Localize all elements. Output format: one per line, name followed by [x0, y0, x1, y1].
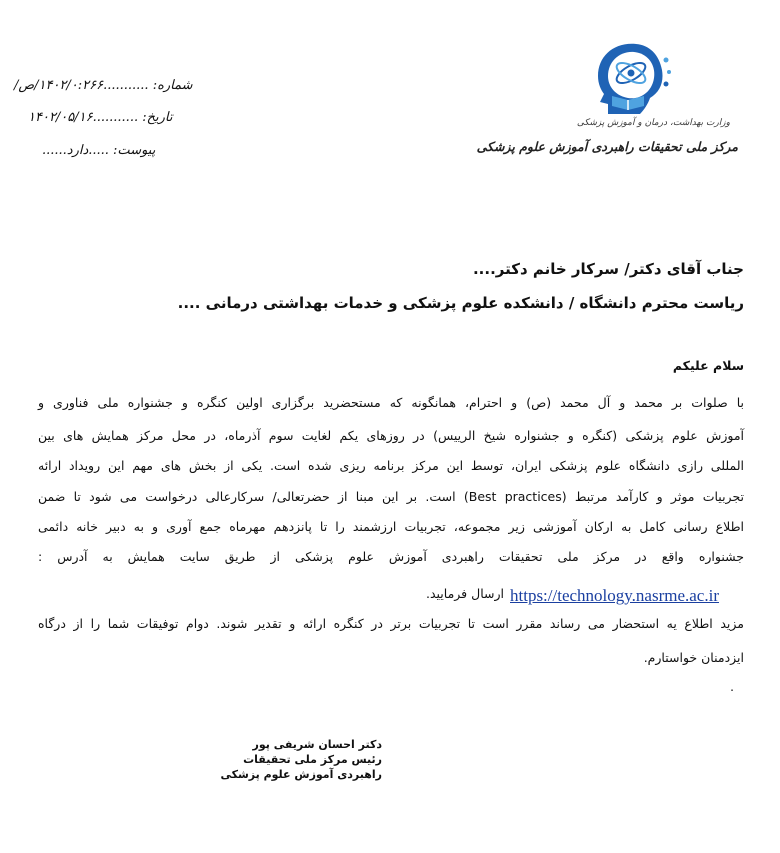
signer-title-1: رئیس مرکز ملی تحقیقات	[243, 753, 382, 766]
body-line-2: آموزش علوم پزشکی (کنگره و جشنواره شیخ الرییس) در روزهای یکم لغایت سوم آذرماه، در محل مرکز همایش های بین	[38, 428, 744, 443]
body-line-7: ارسال فرمایید.	[425, 586, 504, 601]
center-name: مرکز ملی تحقیقات راهبردی آموزش علوم پزشکی	[476, 139, 738, 154]
signer-name: دکتر احسان شریفی پور	[252, 738, 382, 751]
body-line-9: ایزدمنان خواستارم.	[643, 650, 744, 665]
body-line-5: اطلاع رسانی کامل به ارکان آموزشی زیر مجموعه، تجربیات ارزشمند را تا پانزدهم مهرماه جمع آوری و به دبیر خانه دائمی	[38, 519, 744, 534]
body-line-3: المللی رازی دانشگاه علوم پزشکی ایران، توسط این مرکز برنامه ریزی شده است. یکی از بخش های مهم این رویداد ارائه	[38, 458, 744, 473]
body-line-4: تجربیات موثر و کارآمد مرتبط (Best practices) است. بر این مبنا از حضرتعالی/ سرکارعالی درخواست می شود تا ضمن	[38, 489, 744, 504]
festival-website-link[interactable]: https://technology.nasrme.ac.ir	[510, 586, 719, 605]
letter-date: تاریخ: ...........۱۴۰۲/۰۵/۱۶	[28, 110, 173, 125]
letter-number: شماره: ...........۱۴۰۲/۰:۲۶۶/ص/	[14, 78, 193, 93]
greeting: سلام علیکم	[672, 358, 744, 373]
ministry-name: وزارت بهداشت، درمان و آموزش پزشکی	[576, 118, 730, 128]
body-line-6: جشنواره واقع در مرکز ملی تحقیقات راهبردی آموزش علوم پزشکی از طریق سایت همایش به آدرس :	[38, 549, 744, 564]
body-line-8: مزید اطلاع یه استحضار می رساند مقرر است تا تجربیات برتر در کنگره ارائه و تقدیر شوند. دوام توفیقات شما را از درگاه	[38, 616, 744, 631]
body-line-1: با صلوات بر محمد و آل محمد (ص) و احترام، همانگونه که مستحضرید برگزاری اولین کنگره و جشنواره ملی فناوری و	[38, 395, 744, 410]
letter-attachment: پیوست: .....دارد......	[42, 143, 156, 158]
salutation-line-1: جناب آقای دکتر/ سرکار خانم دکتر....	[472, 260, 744, 278]
signer-title-2: راهبردی آموزش علوم پزشکی	[220, 768, 382, 781]
salutation-line-2: ریاست محترم دانشگاه / دانشکده علوم پزشکی و خدمات بهداشتی درمانی ....	[177, 294, 744, 312]
closing-dot: .	[730, 680, 734, 694]
ministry-logo-icon	[578, 40, 678, 118]
